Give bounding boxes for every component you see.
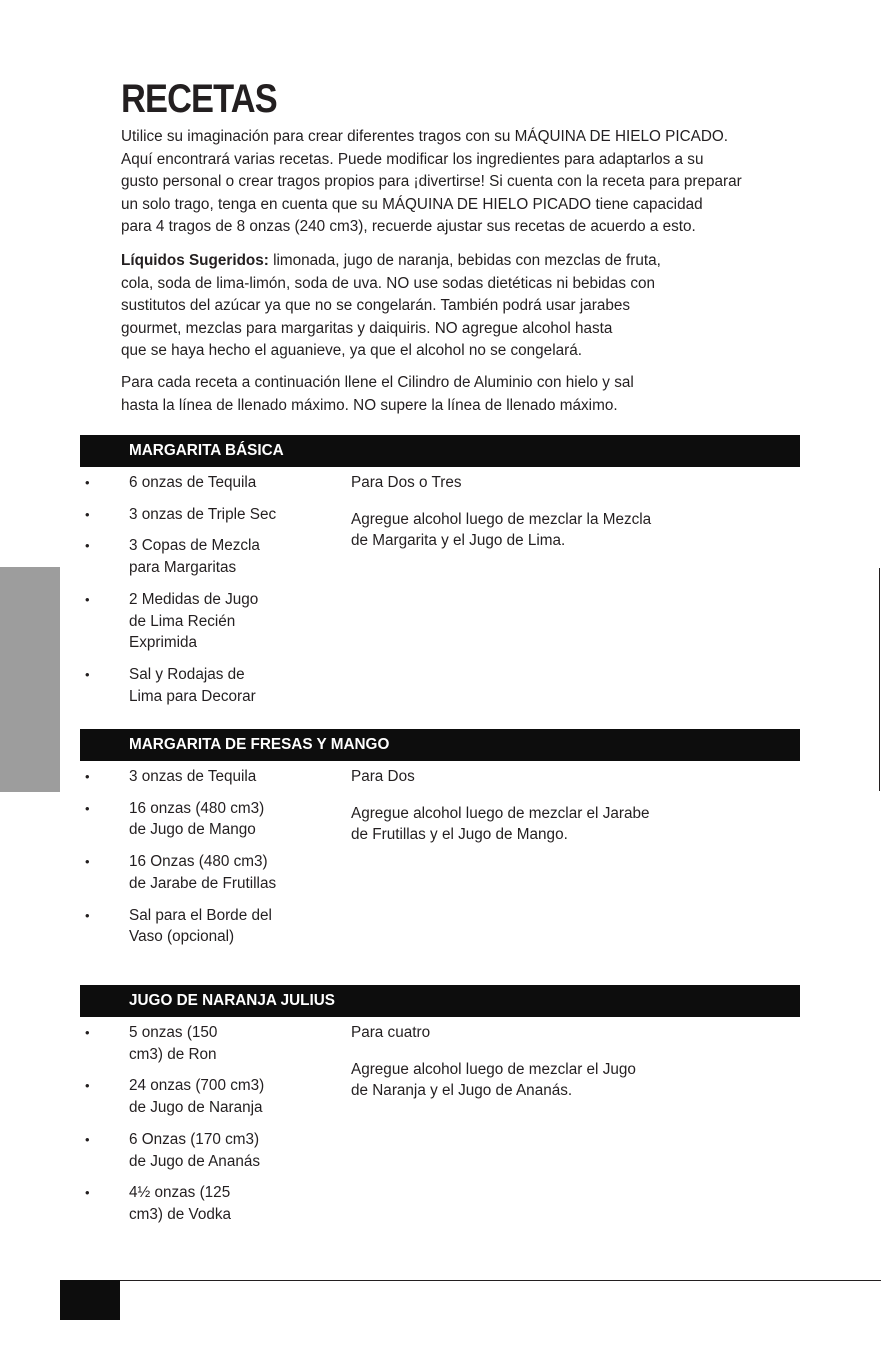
fill-paragraph [121, 372, 801, 417]
ingredient-item [85, 1075, 305, 1118]
intro-paragraph [121, 126, 801, 239]
ingredient-item [85, 589, 305, 654]
intro-line: Utilice su imaginación para crear diferentes tragos con su MÁQUINA DE HIELO PICADO. [121, 128, 729, 145]
recipe-notes [351, 766, 711, 846]
page-title: RECETAS [121, 77, 277, 121]
ingredient-line: cm3) de Vodka [129, 1205, 232, 1223]
ingredient-item [85, 766, 305, 788]
instruction-line: Agregue alcohol luego de mezclar el Jugo [351, 1060, 636, 1078]
liquids-line: gourmet, mezclas para margaritas y daiquiris. NO agregue alcohol hasta [121, 319, 613, 337]
liquids-line: limonada, jugo de naranja, bebidas con mezclas de fruta, [268, 252, 661, 269]
ingredient-line: de Jarabe de Frutillas [129, 874, 277, 892]
recipe-instructions [351, 1059, 711, 1102]
ingredient-line: 2 Medidas de Jugo [129, 590, 259, 608]
ingredient-item [85, 1182, 305, 1225]
bullet-icon: • [85, 1078, 90, 1094]
bullet-icon: • [85, 1025, 90, 1040]
ingredient-line: 5 onzas (150 [129, 1024, 218, 1041]
fill-line: hasta la línea de llenado máximo. NO supere la línea de llenado máximo. [121, 396, 618, 414]
ingredient-line: para Margaritas [129, 559, 237, 577]
side-edge-line [879, 568, 880, 791]
page-number-box [60, 1280, 120, 1320]
bullet-icon: • [85, 907, 90, 923]
recipe-header [80, 435, 800, 467]
instruction-line: de Margarita y el Jugo de Lima. [351, 532, 566, 550]
ingredient-line: Sal y Rodajas de [129, 665, 245, 683]
ingredient-list [85, 472, 305, 717]
ingredient-line: 4½ onzas (125 [129, 1184, 231, 1202]
instruction-line: de Naranja y el Jugo de Ananás. [351, 1082, 573, 1100]
ingredient-line: 16 Onzas (480 cm3) [129, 853, 268, 871]
instruction-line: Agregue alcohol luego de mezclar el Jarabe [351, 804, 650, 822]
footer-rule [60, 1280, 881, 1281]
ingredient-line: de Jugo de Naranja [129, 1099, 263, 1117]
ingredient-item [85, 504, 305, 526]
recipe-instructions [351, 509, 711, 552]
ingredient-line: Sal para el Borde del [129, 906, 272, 924]
recipe-title: JUGO DE NARANJA JULIUS [129, 992, 335, 1009]
ingredient-list [85, 766, 305, 958]
recipe-title: MARGARITA DE FRESAS Y MANGO [129, 736, 390, 753]
instruction-line: de Frutillas y el Jugo de Mango. [351, 826, 568, 844]
ingredient-item [85, 472, 305, 494]
serving-size: Para cuatro [351, 1024, 431, 1041]
liquids-label: Líquidos Sugeridos: [121, 252, 269, 269]
intro-line: para 4 tragos de 8 onzas (240 cm3), recuerde ajustar sus recetas de acuerdo a esto. [121, 218, 696, 235]
ingredient-line: de Jugo de Mango [129, 821, 256, 839]
serving-size: Para Dos [351, 768, 415, 785]
ingredient-item [85, 664, 305, 707]
ingredient-line: 3 onzas de Triple Sec [129, 505, 277, 523]
recipe-notes [351, 1022, 711, 1102]
bullet-icon: • [85, 591, 90, 607]
recipe-instructions [351, 803, 711, 846]
recipe-header [80, 985, 800, 1017]
ingredient-line: 3 Copas de Mezcla [129, 537, 260, 555]
ingredient-line: cm3) de Ron [129, 1045, 217, 1063]
recipe-title: MARGARITA BÁSICA [129, 442, 284, 459]
ingredient-item [85, 851, 305, 894]
ingredient-line: Lima para Decorar [129, 687, 256, 705]
ingredient-item [85, 1129, 305, 1172]
ingredient-line: 6 onzas de Tequila [129, 474, 257, 491]
ingredient-line: de Jugo de Ananás [129, 1152, 260, 1170]
ingredient-list [85, 1022, 305, 1236]
ingredient-item [85, 535, 305, 578]
ingredient-line: Exprimida [129, 634, 198, 652]
liquids-line: sustitutos del azúcar ya que no se congelarán. También podrá usar jarabes [121, 297, 631, 314]
ingredient-line: 24 onzas (700 cm3) [129, 1077, 265, 1095]
ingredient-item [85, 1022, 305, 1065]
bullet-icon: • [85, 800, 90, 816]
ingredient-line: Vaso (opcional) [129, 928, 235, 946]
bullet-icon: • [85, 769, 90, 784]
liquids-line: cola, soda de lima-limón, soda de uva. NO use sodas dietéticas ni bebidas con [121, 274, 655, 292]
bullet-icon: • [85, 1131, 90, 1147]
ingredient-item [85, 905, 305, 948]
liquids-paragraph [121, 250, 801, 363]
intro-line: un solo trago, tenga en cuenta que su MÁQUINA DE HIELO PICADO tiene capacidad [121, 195, 703, 213]
liquids-line: que se haya hecho el aguanieve, ya que el alcohol no se congelará. [121, 342, 582, 359]
intro-line: gusto personal o crear tragos propios para ¡divertirse! Si cuenta con la receta para preparar [121, 173, 742, 190]
bullet-icon: • [85, 1185, 90, 1201]
side-tab [0, 567, 60, 792]
serving-size: Para Dos o Tres [351, 474, 462, 491]
bullet-icon: • [85, 854, 90, 870]
recipe-notes [351, 472, 711, 552]
bullet-icon: • [85, 538, 90, 554]
ingredient-line: de Lima Recién [129, 612, 236, 630]
ingredient-item [85, 798, 305, 841]
fill-line: Para cada receta a continuación llene el Cilindro de Aluminio con hielo y sal [121, 374, 634, 391]
bullet-icon: • [85, 666, 90, 682]
bullet-icon: • [85, 475, 90, 490]
bullet-icon: • [85, 506, 90, 522]
ingredient-line: 3 onzas de Tequila [129, 768, 257, 785]
intro-line: Aquí encontrará varias recetas. Puede modificar los ingredientes para adaptarlos a su [121, 150, 704, 168]
instruction-line: Agregue alcohol luego de mezclar la Mezcla [351, 510, 652, 528]
ingredient-line: 16 onzas (480 cm3) [129, 799, 265, 817]
ingredient-line: 6 Onzas (170 cm3) [129, 1130, 260, 1148]
recipe-header [80, 729, 800, 761]
